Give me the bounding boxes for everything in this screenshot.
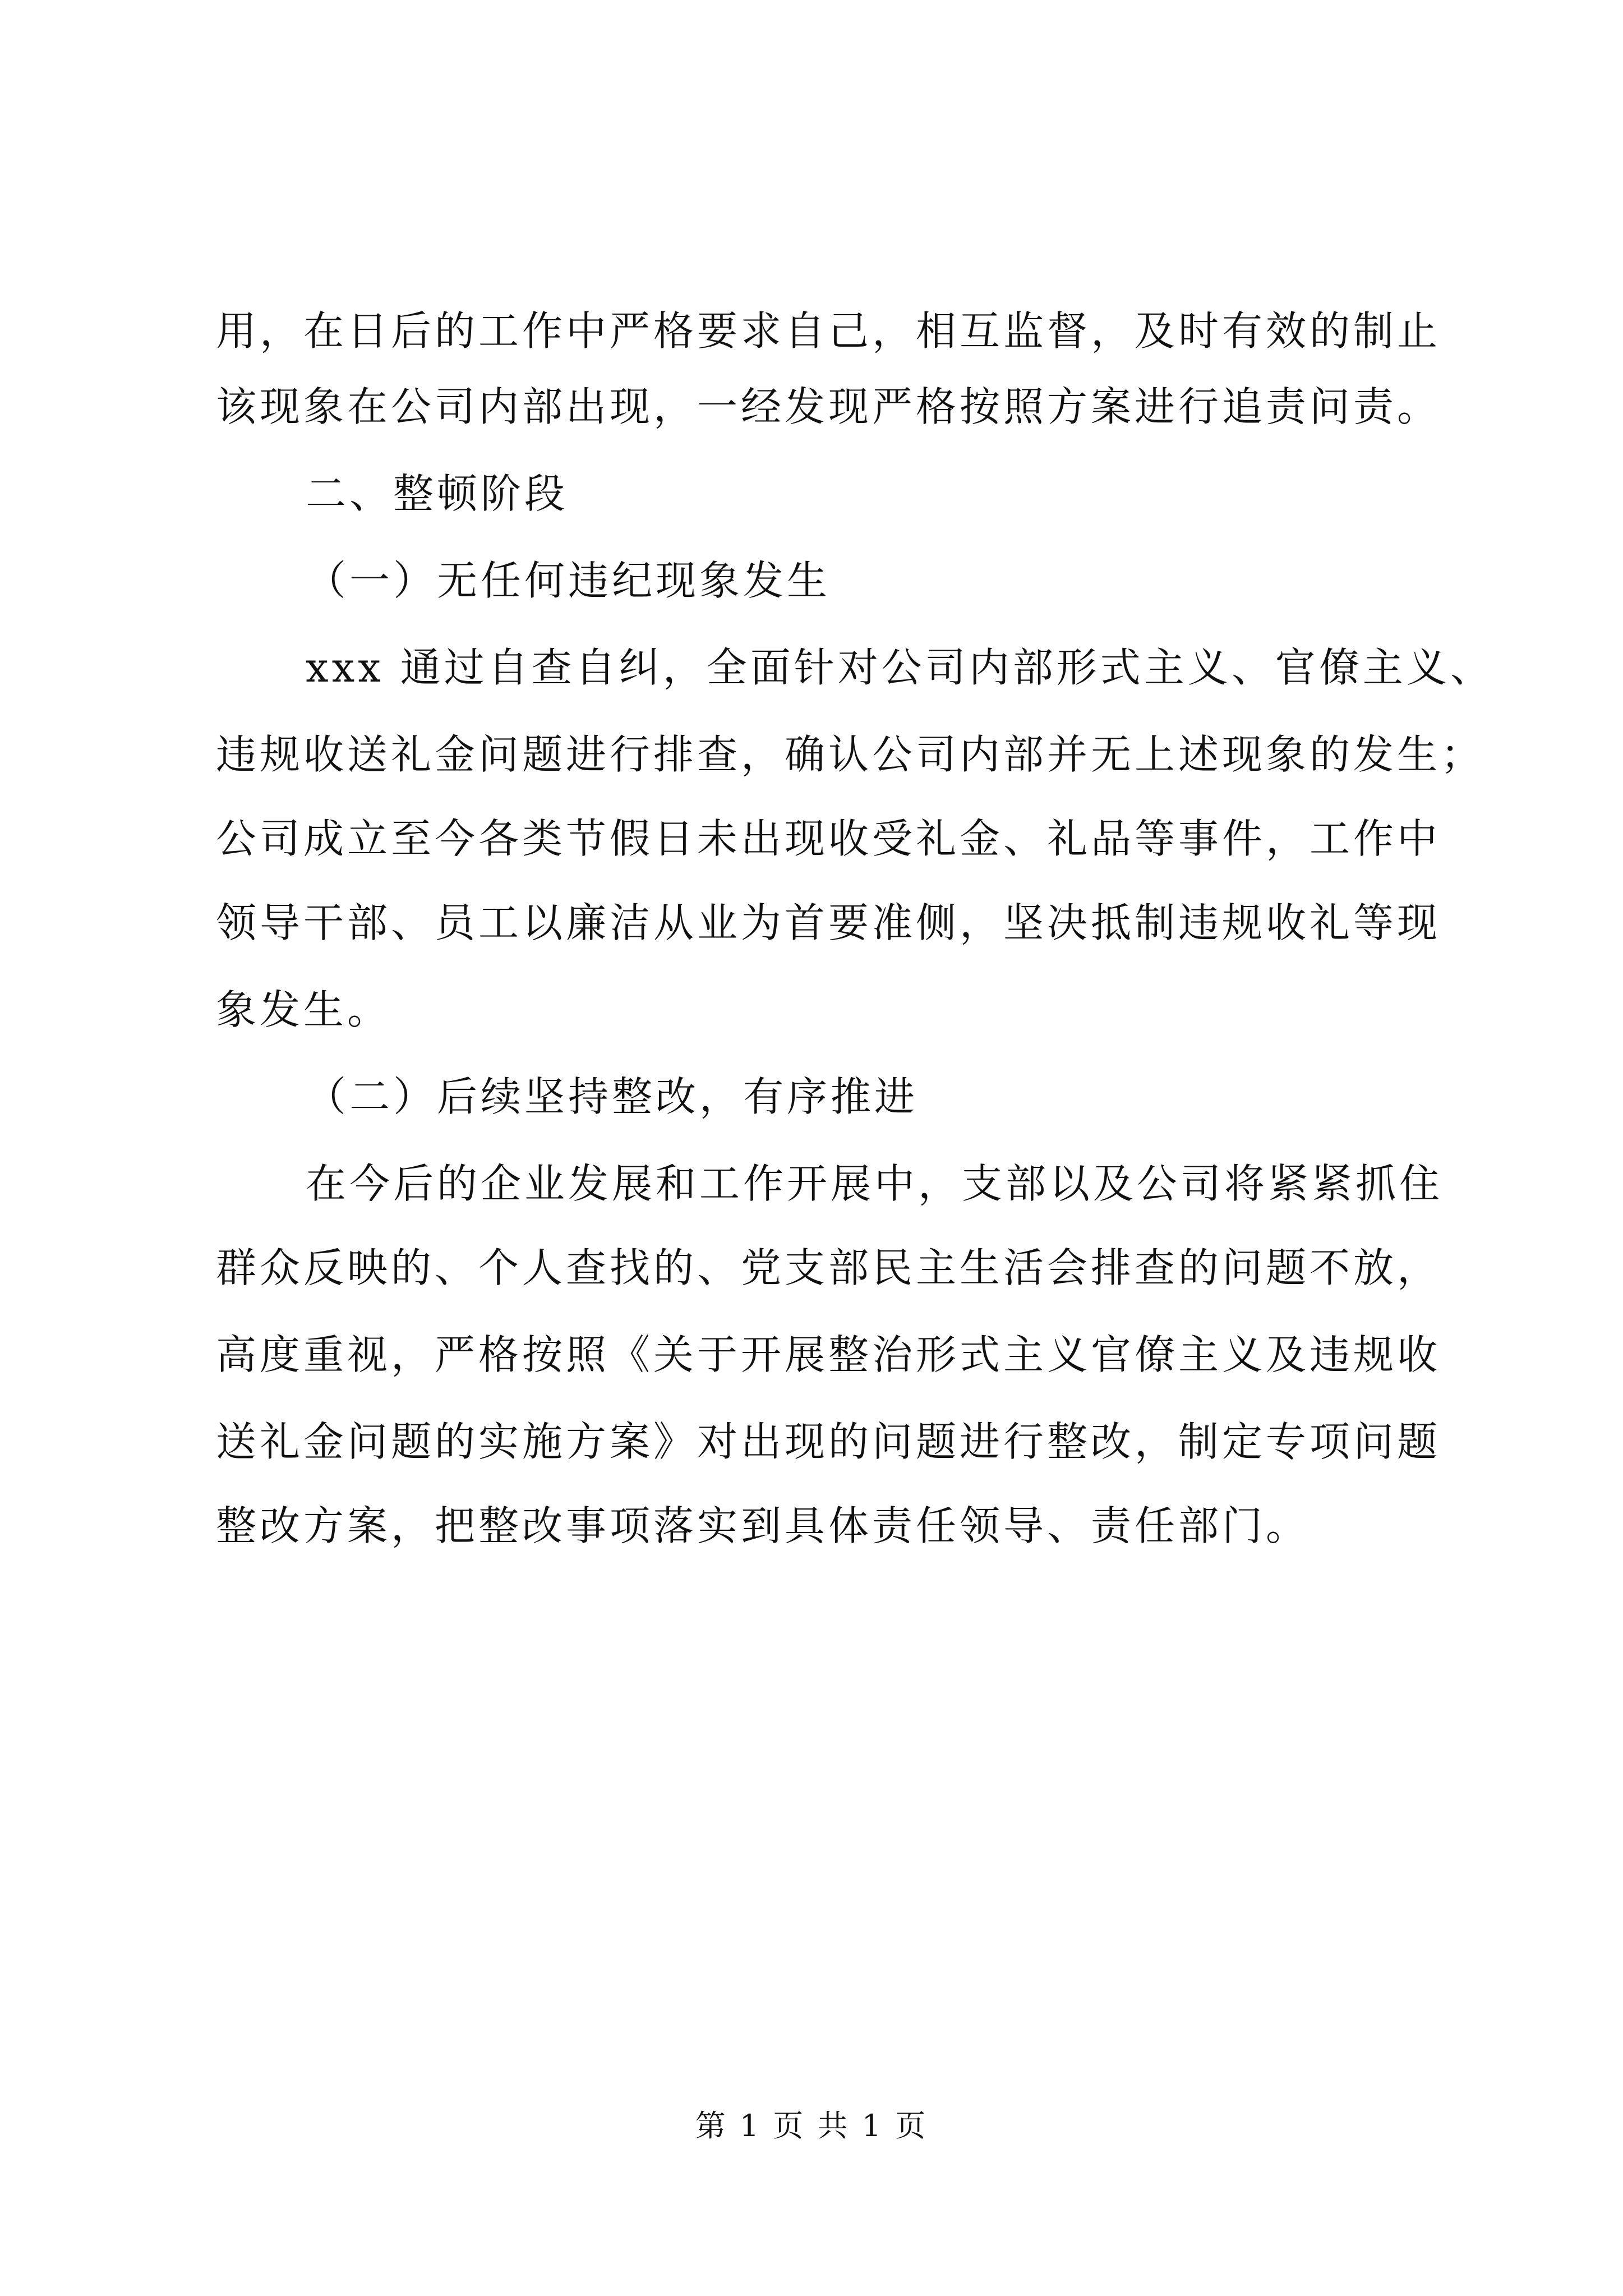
- paragraph-line: 象发生。: [216, 986, 391, 1033]
- paragraph-line: 群众反映的、个人查找的、党支部民主生活会排查的问题不放，: [216, 1244, 1441, 1291]
- paragraph-line: 该现象在公司内部出现，一经发现严格按照方案进行追责问责。: [216, 383, 1441, 430]
- paragraph-line: xxx 通过自查自纠，全面针对公司内部形式主义、官僚主义、: [306, 644, 1494, 691]
- paragraph-line: 违规收送礼金问题进行排查，确认公司内部并无上述现象的发生；: [216, 731, 1485, 778]
- page-number-label: 第 1 页 共 1 页: [695, 2108, 928, 2143]
- section-heading: 二、整顿阶段: [306, 470, 569, 517]
- paragraph-line: 高度重视，严格按照《关于开展整治形式主义官僚主义及违规收: [216, 1331, 1441, 1378]
- paragraph-line: 用，在日后的工作中严格要求自己，相互监督，及时有效的制止: [216, 307, 1441, 355]
- paragraph-line: 领导干部、员工以廉洁从业为首要准侧，坚决抵制违规收礼等现: [216, 899, 1441, 946]
- paragraph-line: 公司成立至今各类节假日未出现收受礼金、礼品等事件，工作中: [216, 815, 1441, 862]
- page-footer: [0, 2104, 1623, 2148]
- subsection-heading: （一）无任何违纪现象发生: [306, 557, 831, 604]
- paragraph-line: 整改方案，把整改事项落实到具体责任领导、责任部门。: [216, 1502, 1310, 1549]
- paragraph-line: 送礼金问题的实施方案》对出现的问题进行整改，制定专项问题: [216, 1418, 1441, 1465]
- paragraph-line: 在今后的企业发展和工作开展中，支部以及公司将紧紧抓住: [306, 1160, 1444, 1207]
- subsection-heading: （二）后续坚持整改，有序推进: [306, 1073, 919, 1120]
